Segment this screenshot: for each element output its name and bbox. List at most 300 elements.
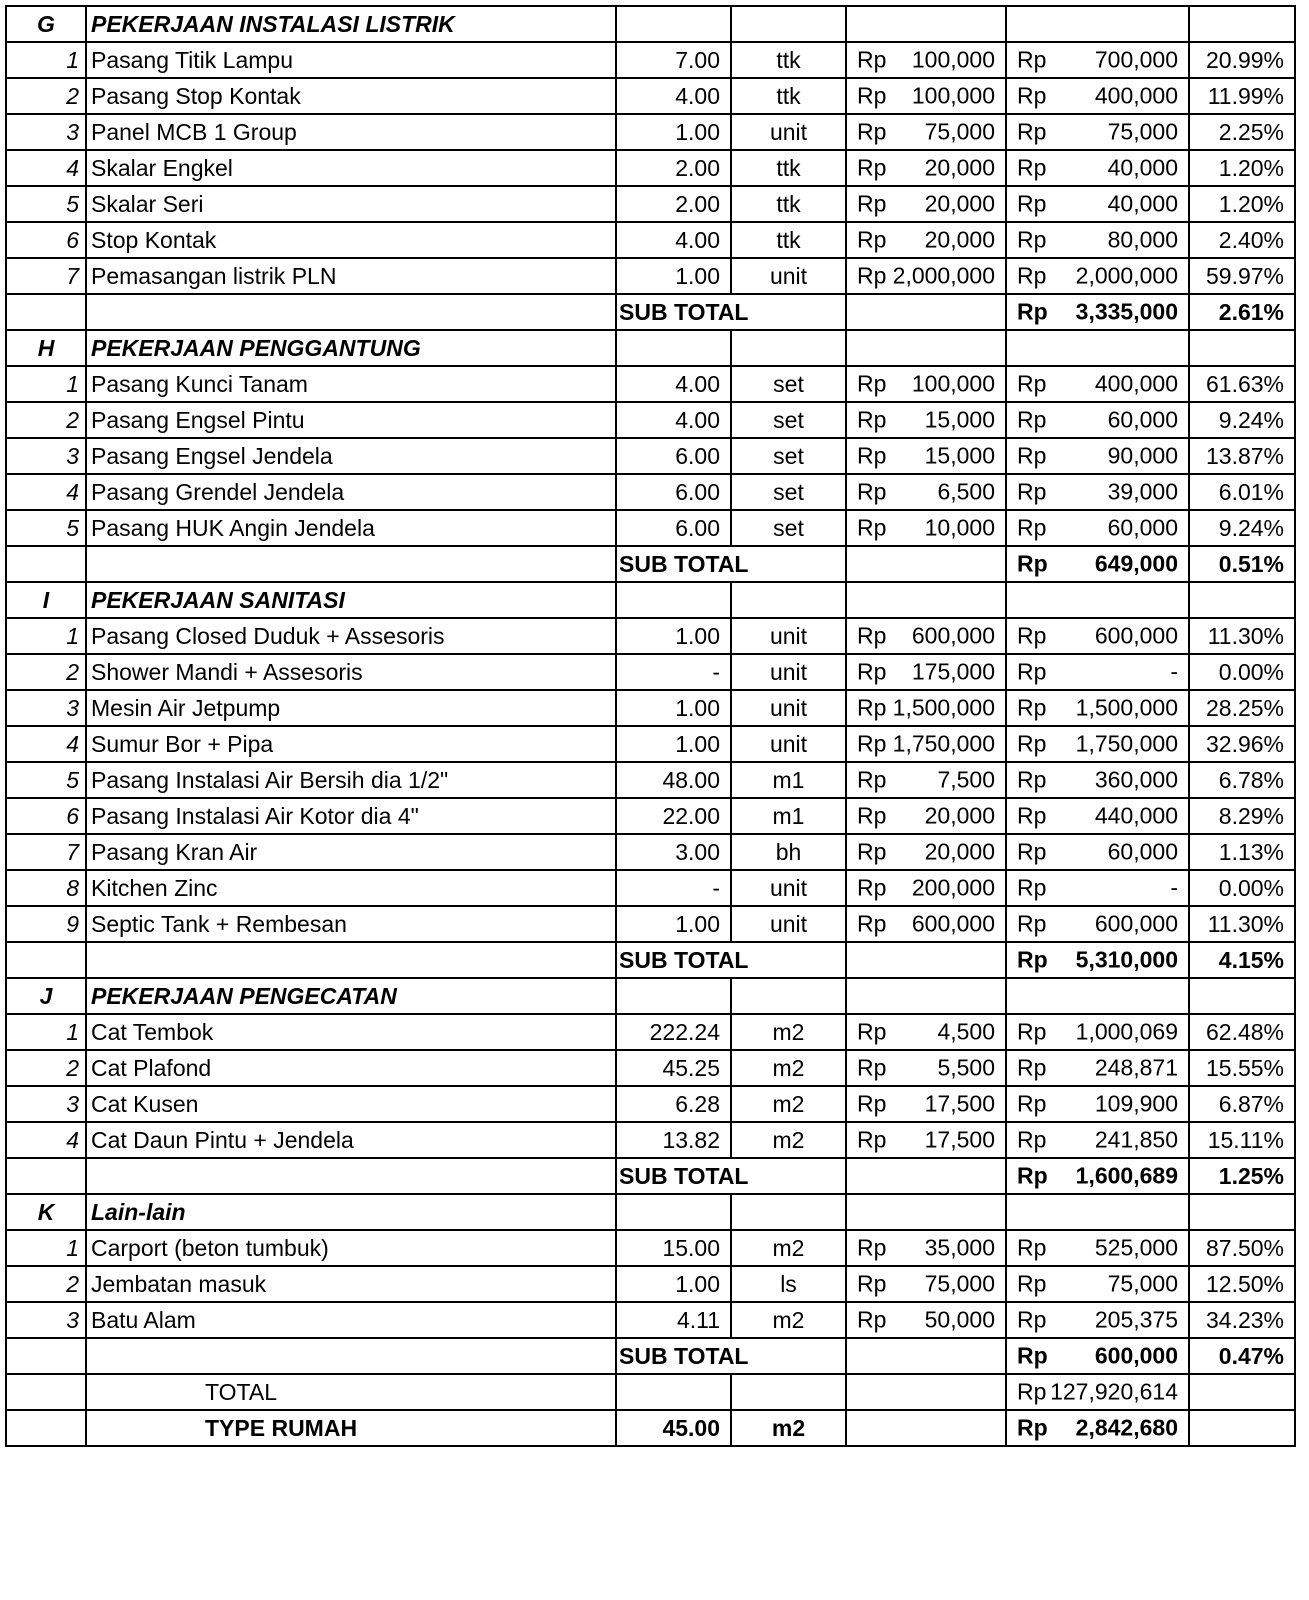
item-unit: ttk <box>731 150 846 186</box>
table-row <box>6 1122 1295 1158</box>
item-quantity: - <box>616 654 731 690</box>
item-percentage: 15.55% <box>1189 1050 1295 1086</box>
subtotal-row <box>6 1338 1295 1374</box>
table-row <box>6 366 1295 402</box>
empty-cell <box>86 546 616 582</box>
section-title: Lain-lain <box>86 1194 616 1230</box>
unit-price-value: 2,000,000 <box>892 262 995 289</box>
item-unit-price <box>846 438 1006 474</box>
type-rumah-unit: m2 <box>731 1410 846 1446</box>
item-unit-price <box>846 1050 1006 1086</box>
item-number: 7 <box>6 258 86 294</box>
amount-currency: Rp <box>1017 82 1047 109</box>
amount-value: - <box>1170 658 1178 685</box>
empty-cell <box>846 1158 1006 1194</box>
item-amount <box>1006 78 1189 114</box>
unit-price-currency: Rp <box>857 190 887 217</box>
empty-cell <box>846 294 1006 330</box>
item-quantity: 3.00 <box>616 834 731 870</box>
amount-value: 40,000 <box>1107 154 1178 181</box>
empty-cell <box>846 1410 1006 1446</box>
item-unit: unit <box>731 726 846 762</box>
item-quantity: 1.00 <box>616 618 731 654</box>
item-quantity: 1.00 <box>616 1266 731 1302</box>
item-amount <box>1006 1086 1189 1122</box>
subtotal-currency: Rp <box>1017 550 1048 577</box>
item-percentage: 1.20% <box>1189 186 1295 222</box>
table-row <box>6 222 1295 258</box>
subtotal-label: SUB TOTAL <box>616 546 846 582</box>
subtotal-value: 5,310,000 <box>1075 946 1178 973</box>
unit-price-value: 20,000 <box>924 802 995 829</box>
item-description: Pasang Engsel Pintu <box>86 402 616 438</box>
item-description: Pasang Instalasi Air Kotor dia 4" <box>86 798 616 834</box>
table-row <box>6 726 1295 762</box>
item-unit: set <box>731 510 846 546</box>
item-unit-price <box>846 1014 1006 1050</box>
item-quantity: 22.00 <box>616 798 731 834</box>
item-description: Pasang Stop Kontak <box>86 78 616 114</box>
amount-value: 400,000 <box>1094 370 1178 397</box>
item-quantity: 45.25 <box>616 1050 731 1086</box>
item-description: Cat Kusen <box>86 1086 616 1122</box>
unit-price-value: 600,000 <box>911 910 995 937</box>
item-percentage: 12.50% <box>1189 1266 1295 1302</box>
unit-price-currency: Rp <box>857 1054 887 1081</box>
unit-price-value: 20,000 <box>924 226 995 253</box>
item-amount <box>1006 510 1189 546</box>
amount-currency: Rp <box>1017 1306 1047 1333</box>
amount-value: 2,000,000 <box>1075 262 1178 289</box>
item-quantity: 6.28 <box>616 1086 731 1122</box>
subtotal-row <box>6 546 1295 582</box>
total-value: 127,920,614 <box>1050 1378 1178 1405</box>
table-row <box>6 258 1295 294</box>
unit-price-currency: Rp <box>857 1090 887 1117</box>
unit-price-value: 1,750,000 <box>892 730 995 757</box>
amount-currency: Rp <box>1017 1018 1047 1045</box>
unit-price-currency: Rp <box>857 1270 887 1297</box>
unit-price-currency: Rp <box>857 1018 887 1045</box>
item-percentage: 87.50% <box>1189 1230 1295 1266</box>
item-quantity: 2.00 <box>616 150 731 186</box>
item-description: Cat Tembok <box>86 1014 616 1050</box>
item-description: Skalar Engkel <box>86 150 616 186</box>
item-unit: ttk <box>731 186 846 222</box>
empty-cell <box>846 978 1006 1014</box>
empty-cell <box>86 294 616 330</box>
total-label: TOTAL <box>86 1374 616 1410</box>
subtotal-label: SUB TOTAL <box>616 1158 846 1194</box>
subtotal-label: SUB TOTAL <box>616 942 846 978</box>
item-number: 2 <box>6 1050 86 1086</box>
item-amount <box>1006 906 1189 942</box>
item-description: Carport (beton tumbuk) <box>86 1230 616 1266</box>
unit-price-currency: Rp <box>857 1126 887 1153</box>
item-description: Pasang Closed Duduk + Assesoris <box>86 618 616 654</box>
item-amount <box>1006 1266 1189 1302</box>
item-percentage: 0.00% <box>1189 870 1295 906</box>
item-percentage: 0.00% <box>1189 654 1295 690</box>
item-amount <box>1006 114 1189 150</box>
unit-price-value: 17,500 <box>924 1090 995 1117</box>
item-unit: m2 <box>731 1014 846 1050</box>
unit-price-currency: Rp <box>857 658 887 685</box>
section-header-row <box>6 330 1295 366</box>
table-row <box>6 510 1295 546</box>
section-header-row <box>6 978 1295 1014</box>
item-percentage: 32.96% <box>1189 726 1295 762</box>
table-row <box>6 870 1295 906</box>
section-code: J <box>6 978 86 1014</box>
type-rumah-quantity: 45.00 <box>616 1410 731 1446</box>
item-number: 2 <box>6 78 86 114</box>
item-unit-price <box>846 870 1006 906</box>
item-amount <box>1006 870 1189 906</box>
empty-cell <box>616 582 731 618</box>
empty-cell <box>6 546 86 582</box>
item-percentage: 15.11% <box>1189 1122 1295 1158</box>
empty-cell <box>846 1194 1006 1230</box>
item-unit-price <box>846 150 1006 186</box>
amount-value: 60,000 <box>1107 514 1178 541</box>
subtotal-currency: Rp <box>1017 298 1048 325</box>
empty-cell <box>1189 978 1295 1014</box>
empty-cell <box>1189 1410 1295 1446</box>
item-unit-price <box>846 798 1006 834</box>
table-row <box>6 474 1295 510</box>
empty-cell <box>616 1194 731 1230</box>
item-amount <box>1006 366 1189 402</box>
amount-value: 109,900 <box>1094 1090 1178 1117</box>
item-unit: m2 <box>731 1086 846 1122</box>
amount-value: 80,000 <box>1107 226 1178 253</box>
unit-price-currency: Rp <box>857 46 887 73</box>
item-percentage: 11.30% <box>1189 906 1295 942</box>
empty-cell <box>1006 330 1189 366</box>
item-unit-price <box>846 114 1006 150</box>
unit-price-value: 5,500 <box>937 1054 995 1081</box>
item-unit-price <box>846 1122 1006 1158</box>
empty-cell <box>1006 978 1189 1014</box>
subtotal-currency: Rp <box>1017 946 1048 973</box>
item-unit-price <box>846 78 1006 114</box>
item-description: Pasang Kunci Tanam <box>86 366 616 402</box>
item-percentage: 34.23% <box>1189 1302 1295 1338</box>
subtotal-label: SUB TOTAL <box>616 1338 846 1374</box>
unit-price-value: 1,500,000 <box>892 694 995 721</box>
section-title: PEKERJAAN PENGGANTUNG <box>86 330 616 366</box>
table-row <box>6 150 1295 186</box>
unit-price-currency: Rp <box>857 874 887 901</box>
empty-cell <box>616 330 731 366</box>
item-percentage: 8.29% <box>1189 798 1295 834</box>
item-percentage: 11.99% <box>1189 78 1295 114</box>
item-quantity: 2.00 <box>616 186 731 222</box>
unit-price-currency: Rp <box>857 766 887 793</box>
item-amount <box>1006 1302 1189 1338</box>
empty-cell <box>731 330 846 366</box>
item-amount <box>1006 258 1189 294</box>
empty-cell <box>846 942 1006 978</box>
unit-price-currency: Rp <box>857 622 887 649</box>
item-percentage: 6.78% <box>1189 762 1295 798</box>
item-number: 2 <box>6 654 86 690</box>
unit-price-value: 20,000 <box>924 838 995 865</box>
table-row <box>6 1302 1295 1338</box>
item-number: 7 <box>6 834 86 870</box>
subtotal-value: 3,335,000 <box>1075 298 1178 325</box>
item-description: Mesin Air Jetpump <box>86 690 616 726</box>
item-amount <box>1006 798 1189 834</box>
amount-currency: Rp <box>1017 442 1047 469</box>
item-unit-price <box>846 222 1006 258</box>
item-number: 4 <box>6 726 86 762</box>
item-unit-price <box>846 258 1006 294</box>
item-quantity: 1.00 <box>616 690 731 726</box>
unit-price-currency: Rp <box>857 730 887 757</box>
item-unit: m1 <box>731 798 846 834</box>
section-header-row <box>6 1194 1295 1230</box>
item-description: Stop Kontak <box>86 222 616 258</box>
subtotal-row <box>6 1158 1295 1194</box>
item-quantity: 15.00 <box>616 1230 731 1266</box>
item-number: 4 <box>6 1122 86 1158</box>
total-amount <box>1006 1374 1189 1410</box>
amount-value: 39,000 <box>1107 478 1178 505</box>
item-number: 6 <box>6 798 86 834</box>
item-percentage: 1.13% <box>1189 834 1295 870</box>
amount-currency: Rp <box>1017 118 1047 145</box>
item-amount <box>1006 618 1189 654</box>
amount-value: 600,000 <box>1094 910 1178 937</box>
empty-cell <box>846 582 1006 618</box>
item-unit: m2 <box>731 1302 846 1338</box>
item-quantity: 4.00 <box>616 402 731 438</box>
table-row <box>6 42 1295 78</box>
amount-currency: Rp <box>1017 370 1047 397</box>
unit-price-value: 15,000 <box>924 406 995 433</box>
subtotal-currency: Rp <box>1017 1162 1048 1189</box>
amount-currency: Rp <box>1017 802 1047 829</box>
subtotal-amount <box>1006 546 1189 582</box>
item-amount <box>1006 1014 1189 1050</box>
item-number: 9 <box>6 906 86 942</box>
item-description: Batu Alam <box>86 1302 616 1338</box>
subtotal-value: 1,600,689 <box>1075 1162 1178 1189</box>
unit-price-currency: Rp <box>857 226 887 253</box>
type-rumah-amount <box>1006 1410 1189 1446</box>
item-quantity: 1.00 <box>616 114 731 150</box>
unit-price-currency: Rp <box>857 370 887 397</box>
amount-currency: Rp <box>1017 190 1047 217</box>
amount-currency: Rp <box>1017 262 1047 289</box>
item-amount <box>1006 474 1189 510</box>
unit-price-currency: Rp <box>857 910 887 937</box>
amount-currency: Rp <box>1017 46 1047 73</box>
empty-cell <box>1189 6 1295 42</box>
item-quantity: 4.00 <box>616 78 731 114</box>
item-unit-price <box>846 186 1006 222</box>
item-unit-price <box>846 726 1006 762</box>
subtotal-percentage: 1.25% <box>1189 1158 1295 1194</box>
unit-price-value: 4,500 <box>937 1018 995 1045</box>
amount-value: 241,850 <box>1094 1126 1178 1153</box>
item-unit-price <box>846 1086 1006 1122</box>
item-unit-price <box>846 906 1006 942</box>
section-code: I <box>6 582 86 618</box>
amount-value: 75,000 <box>1107 118 1178 145</box>
item-description: Jembatan masuk <box>86 1266 616 1302</box>
item-percentage: 62.48% <box>1189 1014 1295 1050</box>
empty-cell <box>6 1374 86 1410</box>
empty-cell <box>731 6 846 42</box>
subtotal-label: SUB TOTAL <box>616 294 846 330</box>
item-unit: unit <box>731 906 846 942</box>
item-amount <box>1006 1122 1189 1158</box>
amount-value: 205,375 <box>1094 1306 1178 1333</box>
subtotal-percentage: 0.51% <box>1189 546 1295 582</box>
empty-cell <box>6 294 86 330</box>
section-code: K <box>6 1194 86 1230</box>
subtotal-row <box>6 942 1295 978</box>
item-description: Kitchen Zinc <box>86 870 616 906</box>
amount-currency: Rp <box>1017 1270 1047 1297</box>
unit-price-currency: Rp <box>857 154 887 181</box>
amount-currency: Rp <box>1017 1126 1047 1153</box>
item-amount <box>1006 654 1189 690</box>
item-percentage: 28.25% <box>1189 690 1295 726</box>
unit-price-value: 600,000 <box>911 622 995 649</box>
empty-cell <box>846 330 1006 366</box>
item-amount <box>1006 438 1189 474</box>
item-number: 8 <box>6 870 86 906</box>
item-number: 1 <box>6 42 86 78</box>
item-number: 5 <box>6 186 86 222</box>
empty-cell <box>1189 330 1295 366</box>
section-title: PEKERJAAN PENGECATAN <box>86 978 616 1014</box>
item-percentage: 13.87% <box>1189 438 1295 474</box>
item-description: Cat Plafond <box>86 1050 616 1086</box>
section-code: G <box>6 6 86 42</box>
empty-cell <box>731 978 846 1014</box>
section-code: H <box>6 330 86 366</box>
unit-price-currency: Rp <box>857 406 887 433</box>
item-unit: unit <box>731 870 846 906</box>
subtotal-amount <box>1006 1338 1189 1374</box>
empty-cell <box>846 1374 1006 1410</box>
item-number: 1 <box>6 366 86 402</box>
unit-price-value: 15,000 <box>924 442 995 469</box>
item-unit: ttk <box>731 222 846 258</box>
item-number: 3 <box>6 690 86 726</box>
item-unit-price <box>846 366 1006 402</box>
amount-value: 90,000 <box>1107 442 1178 469</box>
unit-price-value: 75,000 <box>924 118 995 145</box>
unit-price-value: 75,000 <box>924 1270 995 1297</box>
unit-price-currency: Rp <box>857 1306 887 1333</box>
item-unit-price <box>846 1302 1006 1338</box>
empty-cell <box>616 1374 731 1410</box>
amount-value: - <box>1170 874 1178 901</box>
amount-value: 60,000 <box>1107 838 1178 865</box>
item-unit: m2 <box>731 1230 846 1266</box>
unit-price-currency: Rp <box>857 442 887 469</box>
unit-price-currency: Rp <box>857 262 887 289</box>
item-amount <box>1006 222 1189 258</box>
cost-estimate-table <box>5 5 1296 1447</box>
item-quantity: - <box>616 870 731 906</box>
subtotal-percentage: 0.47% <box>1189 1338 1295 1374</box>
item-number: 3 <box>6 1086 86 1122</box>
empty-cell <box>86 1338 616 1374</box>
item-quantity: 4.00 <box>616 366 731 402</box>
item-unit-price <box>846 690 1006 726</box>
type-rumah-currency: Rp <box>1017 1414 1048 1441</box>
empty-cell <box>1006 582 1189 618</box>
unit-price-currency: Rp <box>857 82 887 109</box>
unit-price-value: 20,000 <box>924 190 995 217</box>
amount-currency: Rp <box>1017 622 1047 649</box>
item-quantity: 1.00 <box>616 726 731 762</box>
unit-price-currency: Rp <box>857 802 887 829</box>
item-quantity: 6.00 <box>616 474 731 510</box>
item-number: 1 <box>6 1230 86 1266</box>
table-row <box>6 1050 1295 1086</box>
item-amount <box>1006 1230 1189 1266</box>
item-quantity: 4.00 <box>616 222 731 258</box>
subtotal-percentage: 2.61% <box>1189 294 1295 330</box>
unit-price-value: 200,000 <box>911 874 995 901</box>
amount-currency: Rp <box>1017 406 1047 433</box>
amount-value: 60,000 <box>1107 406 1178 433</box>
item-number: 3 <box>6 114 86 150</box>
item-unit-price <box>846 834 1006 870</box>
amount-value: 360,000 <box>1094 766 1178 793</box>
section-header-row <box>6 6 1295 42</box>
unit-price-value: 100,000 <box>911 370 995 397</box>
unit-price-value: 50,000 <box>924 1306 995 1333</box>
amount-currency: Rp <box>1017 226 1047 253</box>
item-description: Pasang HUK Angin Jendela <box>86 510 616 546</box>
unit-price-value: 20,000 <box>924 154 995 181</box>
item-amount <box>1006 402 1189 438</box>
item-amount <box>1006 762 1189 798</box>
amount-currency: Rp <box>1017 766 1047 793</box>
empty-cell <box>6 1158 86 1194</box>
unit-price-currency: Rp <box>857 118 887 145</box>
amount-currency: Rp <box>1017 1054 1047 1081</box>
table-row <box>6 762 1295 798</box>
item-quantity: 1.00 <box>616 258 731 294</box>
type-rumah-label: TYPE RUMAH <box>86 1410 616 1446</box>
item-unit: unit <box>731 654 846 690</box>
item-unit: m2 <box>731 1050 846 1086</box>
amount-value: 525,000 <box>1094 1234 1178 1261</box>
table-row <box>6 78 1295 114</box>
item-quantity: 13.82 <box>616 1122 731 1158</box>
subtotal-value: 649,000 <box>1094 550 1178 577</box>
amount-value: 1,750,000 <box>1075 730 1178 757</box>
table-row <box>6 114 1295 150</box>
item-percentage: 20.99% <box>1189 42 1295 78</box>
table-row <box>6 438 1295 474</box>
type-rumah-value: 2,842,680 <box>1075 1414 1178 1441</box>
item-amount <box>1006 42 1189 78</box>
item-description: Pasang Titik Lampu <box>86 42 616 78</box>
item-description: Pasang Engsel Jendela <box>86 438 616 474</box>
table-row <box>6 1014 1295 1050</box>
